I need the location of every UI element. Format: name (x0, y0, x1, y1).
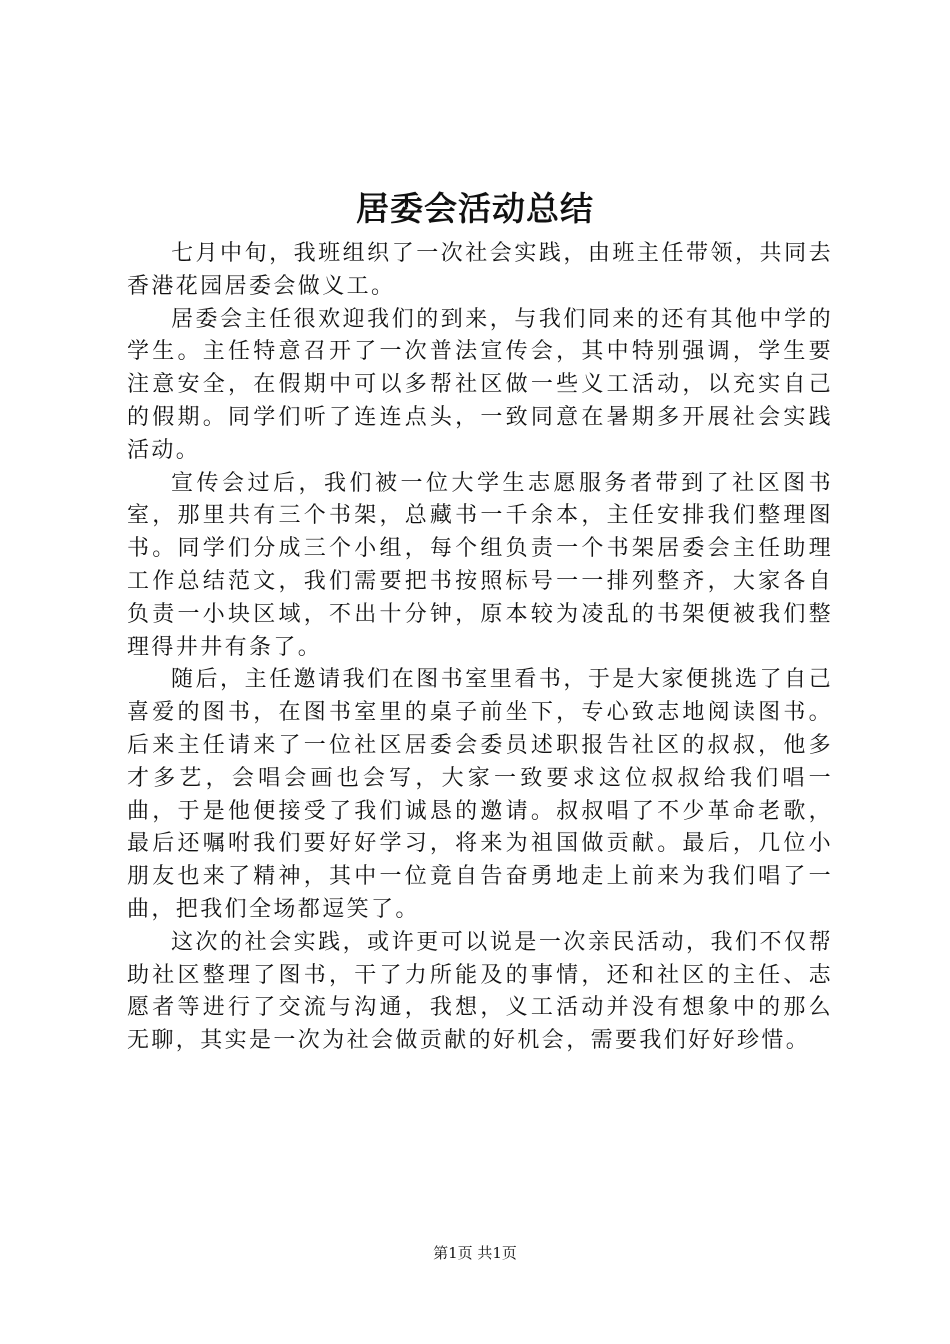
paragraph-5: 这次的社会实践，或许更可以说是一次亲民活动，我们不仅帮助社区整理了图书，干了力所能及的事情，还和社区的主任、志愿者等进行了交流与沟通，我想，义工活动并没有想象中的那么无聊，其实是一次为社会做贡献的好机会，需要我们好好珍惜。 (127, 929, 833, 1054)
document-title: 居委会活动总结 (356, 189, 594, 228)
document-body (127, 238, 833, 1058)
paragraph-3: 宣传会过后，我们被一位大学生志愿服务者带到了社区图书室，那里共有三个书架，总藏书一千余本，主任安排我们整理图书。同学们分成三个小组，每个组负责一个书架居委会主任助理工作总结范文，我们需要把书按照标号一一排列整齐，大家各自负责一小块区域，不出十分钟，原本较为凌乱的书架便被我们整理得井井有条了。 (127, 470, 833, 660)
paragraph-1: 七月中旬，我班组织了一次社会实践，由班主任带领，共同去香港花园居委会做义工。 (127, 241, 833, 299)
paragraph-4: 随后，主任邀请我们在图书室里看书，于是大家便挑选了自己喜爱的图书，在图书室里的桌子前坐下，专心致志地阅读图书。后来主任请来了一位社区居委会委员述职报告社区的叔叔，他多才多艺，会唱会画也会写，大家一致要求这位叔叔给我们唱一曲，于是他便接受了我们诚恳的邀请。叔叔唱了不少革命老歌，最后还嘱咐我们要好好学习，将来为祖国做贡献。最后，几位小朋友也来了精神，其中一位竟自告奋勇地走上前来为我们唱了一曲，把我们全场都逗笑了。 (127, 667, 833, 922)
paragraph-2: 居委会主任很欢迎我们的到来，与我们同来的还有其他中学的学生。主任特意召开了一次普法宣传会，其中特别强调，学生要注意安全，在假期中可以多帮社区做一些义工活动，以充实自己的假期。同学们听了连连点头，一致同意在暑期多开展社会实践活动。 (127, 306, 833, 463)
page-footer: 第1页 共1页 (433, 1244, 517, 1262)
